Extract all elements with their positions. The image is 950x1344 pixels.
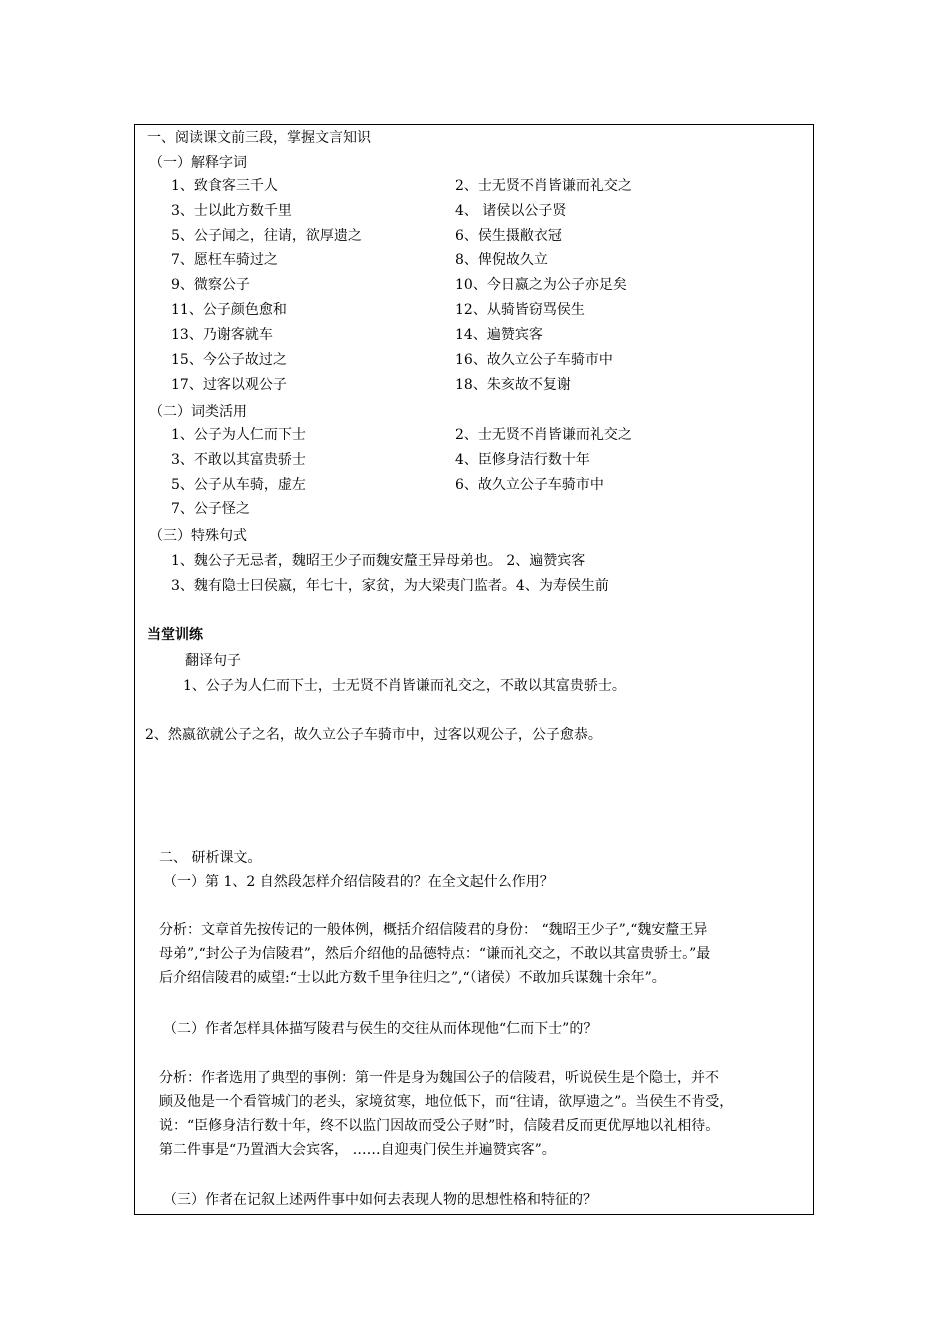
usage-item: 4、臣修身洁行数十年 <box>455 452 590 468</box>
sentence-line: 3、魏有隐士曰侯嬴，年七十，家贫，为大梁夷门监者。4、为寿侯生前 <box>171 578 609 594</box>
part-1-title: （一）解释字词 <box>149 155 247 171</box>
vocab-item: 1、致食客三千人 <box>171 178 278 194</box>
vocab-item: 18、朱亥故不复谢 <box>455 377 571 393</box>
analysis-2-line: 分析：作者选用了典型的事例：第一件是身为魏国公子的信陵君，听说侯生是个隐士，并不 <box>159 1070 719 1086</box>
usage-item: 5、公子从车骑，虚左 <box>171 477 306 493</box>
vocab-item: 7、愿枉车骑过之 <box>171 252 278 268</box>
section-2-title: 二、 研析课文。 <box>159 850 262 866</box>
vocab-item: 5、公子闻之，往请，欲厚遗之 <box>171 228 362 244</box>
practice-title: 当堂训练 <box>147 627 203 643</box>
usage-item: 6、故久立公子车骑市中 <box>455 477 604 493</box>
question-2: （二）作者怎样具体描写陵君与侯生的交往从而体现他“仁而下士”的？ <box>163 1021 598 1037</box>
analysis-1-line: 后介绍信陵君的威望:“士以此方数千里争往归之”,“（诸侯）不敢加兵谋魏十余年”。 <box>159 970 666 986</box>
part-2-title: （二）词类活用 <box>149 404 247 420</box>
section-1-title: 一、阅读课文前三段，掌握文言知识 <box>147 130 371 146</box>
usage-item: 2、士无贤不肖皆谦而礼交之 <box>455 427 632 443</box>
vocab-item: 3、士以此方数千里 <box>171 203 292 219</box>
vocab-item: 12、从骑皆窃骂侯生 <box>455 302 585 318</box>
analysis-1-line: 分析：文章首先按传记的一般体例，概括介绍信陵君的身份： “魏昭王少子”,“魏安釐王异 <box>159 922 708 938</box>
part-3-title: （三）特殊句式 <box>149 528 247 544</box>
vocab-item: 17、过客以观公子 <box>171 377 287 393</box>
translate-sentence-2: 2、然嬴欲就公子之名，故久立公子车骑市中，过客以观公子，公子愈恭。 <box>145 727 602 743</box>
sentence-line: 1、魏公子无忌者，魏昭王少子而魏安釐王异母弟也。 2、遍赞宾客 <box>171 553 586 569</box>
usage-item: 7、公子怪之 <box>171 501 250 517</box>
vocab-item: 6、侯生摄敝衣冠 <box>455 228 562 244</box>
vocab-item: 4、 诸侯以公子贤 <box>455 203 567 219</box>
analysis-2-line: 第二件事是“乃置酒大会宾客， ……自迎夷门侯生并遍赞宾客”。 <box>159 1142 556 1158</box>
vocab-item: 11、公子颜色愈和 <box>171 302 287 318</box>
document-table <box>134 124 814 1215</box>
usage-item: 3、不敢以其富贵骄士 <box>171 452 306 468</box>
vocab-item: 2、士无贤不肖皆谦而礼交之 <box>455 178 632 194</box>
analysis-2-line: 说：“臣修身洁行数十年，终不以监门因故而受公子财”时，信陵君反而更优厚地以礼相待。 <box>159 1118 720 1134</box>
vocab-item: 9、微察公子 <box>171 277 250 293</box>
vocab-item: 10、今日嬴之为公子亦足矣 <box>455 277 627 293</box>
usage-item: 1、公子为人仁而下士 <box>171 427 306 443</box>
vocab-item: 14、遍赞宾客 <box>455 327 543 343</box>
vocab-item: 8、俾倪故久立 <box>455 252 548 268</box>
analysis-1-line: 母弟”,“封公子为信陵君”，然后介绍他的品德特点：“谦而礼交之，不敢以其富贵骄士。”最 <box>159 946 711 962</box>
analysis-2-line: 顾及他是一个看管城门的老头，家境贫寒，地位低下，而“往请，欲厚遗之”。当侯生不肯受， <box>159 1094 734 1110</box>
question-3: （三）作者在记叙上述两件事中如何去表现人物的思想性格和特征的？ <box>163 1192 597 1208</box>
translate-sentence-1: 1、公子为人仁而下士，士无贤不肖皆谦而礼交之，不敢以其富贵骄士。 <box>183 678 626 694</box>
vocab-item: 13、乃谢客就车 <box>171 327 273 343</box>
practice-subtitle: 翻译句子 <box>185 653 241 669</box>
question-1: （一）第 1、2 自然段怎样介绍信陵君的？在全文起什么作用？ <box>163 874 554 890</box>
vocab-item: 16、故久立公子车骑市中 <box>455 352 613 368</box>
vocab-item: 15、今公子故过之 <box>171 352 287 368</box>
